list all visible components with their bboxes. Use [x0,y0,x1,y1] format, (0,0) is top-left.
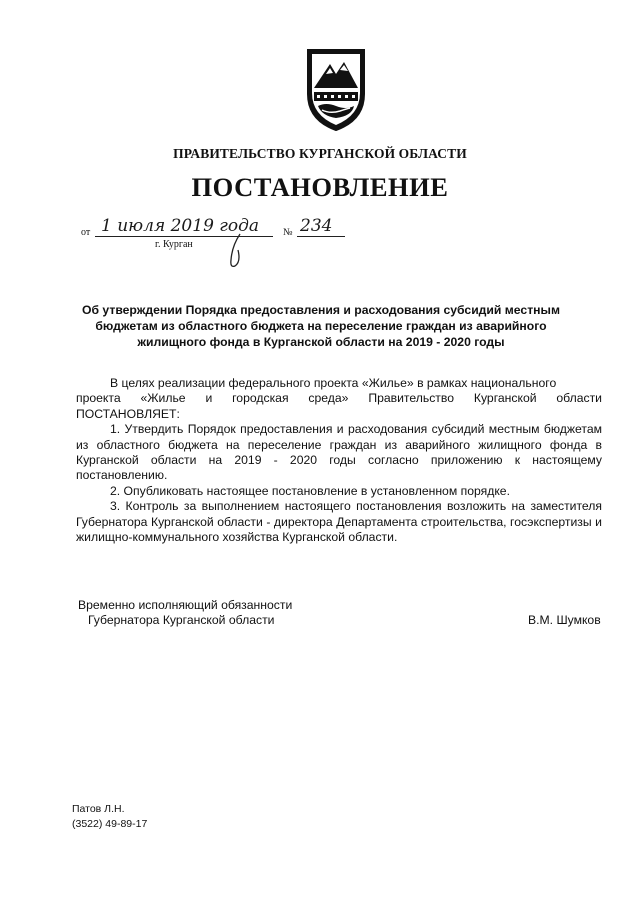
date-from-label: от [81,227,91,238]
decree-item-2: 2. Опубликовать настоящее постановление в установленном порядке. [110,483,510,498]
signatory-position-line-2: Губернатора Курганской области [88,613,275,627]
intro-line-1: В целях реализации федерального проекта «Жилье» в рамках национального [110,376,557,390]
decree-word: ПОСТАНОВЛЯЕТ: [76,406,180,421]
signatory-name: В.М. Шумков [528,613,601,627]
document-body [76,376,602,545]
kurgan-coat-of-arms-icon [300,44,372,134]
number-label: № [283,227,293,238]
handwritten-date: 1 июля 2019 года [101,216,260,236]
decree-item-3: 3. Контроль за выполнением настоящего постановления возложить на заместителя Губернатора Курганской области - директора Департамента строительства, госэкспертизы и жилищно-коммунального хозяйства Курганской области. [76,499,602,545]
document-type-title: ПОСТАНОВЛЕНИЕ [191,172,449,202]
signature-mark-icon [222,232,248,272]
executor-name: Патов Л.Н. [72,803,125,815]
government-name: ПРАВИТЕЛЬСТВО КУРГАНСКОЙ ОБЛАСТИ [173,146,467,161]
handwritten-number: 234 [300,216,333,236]
number-underline [297,236,345,237]
executor-phone: (3522) 49-89-17 [72,818,148,830]
decree-item-1: 1. Утвердить Порядок предоставления и расходования субсидий местным бюджетам из областного бюджета на переселение граждан из аварийного жилищного фонда в Курганской области на 2019 - 2020 годы согласно приложению к настоящему постановлению. [76,422,602,483]
document-subject: Об утверждении Порядка предоставления и расходования субсидий местным бюджетам из областного бюджета на переселение граждан из аварийного жилищного фонда в Курганской области на 2019 - 2020 годы [82,303,560,349]
city-label: г. Курган [155,239,193,250]
signatory-position-line-1: Временно исполняющий обязанности [78,598,293,612]
executor-block [72,802,147,832]
intro-line-2: проекта «Жилье и городская среда» Правительство Курганской области [76,391,602,406]
